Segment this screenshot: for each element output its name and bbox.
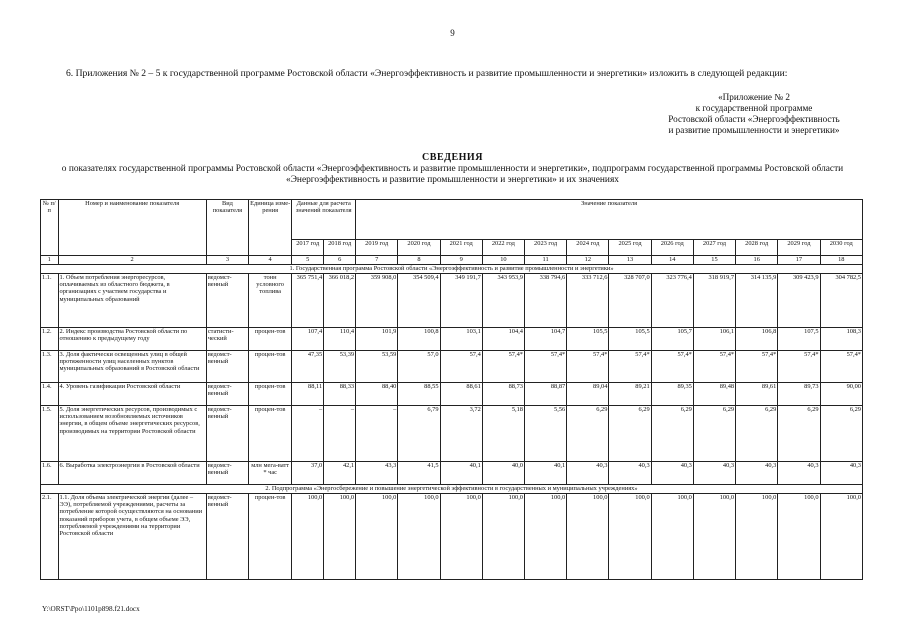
indicator-value: 57,4* (778, 351, 820, 383)
column-number: 13 (609, 256, 651, 265)
column-number-row (41, 256, 863, 265)
indicator-value: – (356, 406, 398, 462)
indicator-value: 90,00 (820, 383, 862, 406)
indicator-value: 89,04 (567, 383, 609, 406)
indicator-type: ведомст-венный (206, 494, 248, 580)
indicator-value: 53,59 (356, 351, 398, 383)
year-header: 2022 год (482, 240, 524, 256)
column-number: 2 (58, 256, 206, 265)
section-title: 2. Подпрограмма «Энергосбережение и повышение энергетической эффективности в государственных и муниципальных учреждениях» (41, 485, 863, 494)
row-number: 1.1. (41, 274, 59, 328)
indicator-value: 57,0 (398, 351, 440, 383)
indicator-value: 57,4 (440, 351, 482, 383)
indicator-value: 103,1 (440, 328, 482, 351)
table-row (41, 383, 863, 406)
year-header: 2021 год (440, 240, 482, 256)
intro-paragraph: 6. Приложения № 2 – 5 к государственной программе Ростовской области «Энергоэффективность и развитие промышленности и энергетики» изложить в следующей редакции: (66, 68, 788, 79)
indicator-value: – (324, 406, 356, 462)
unit-of-measure: млн мега-ватт * час (249, 462, 292, 485)
header-type: Вид показателя (206, 200, 248, 256)
row-number: 1.4. (41, 383, 59, 406)
indicator-name: 3. Доля фактически освещенных улиц в общей протяженности улиц населенных пунктов муниципальных образований в Ростовской области (58, 351, 206, 383)
indicator-value: 100,0 (567, 494, 609, 580)
year-header: 2026 год (651, 240, 693, 256)
document-subtitle: о показателях государственной программы Ростовской области «Энергоэффективность и развитие промышленности и энергетики», подпрограмм государственной программы Ростовской области «Энергоэффективность и развитие промышленности и энергетики» и их значениях (61, 164, 844, 185)
indicator-value: 57,4* (525, 351, 567, 383)
indicator-value: 57,4* (651, 351, 693, 383)
indicator-value: 100,0 (820, 494, 862, 580)
indicator-value: 100,0 (609, 494, 651, 580)
indicator-value: 100,0 (440, 494, 482, 580)
column-number: 5 (292, 256, 324, 265)
indicator-value: 89,21 (609, 383, 651, 406)
indicator-value: 57,4* (482, 351, 524, 383)
year-header: 2025 год (609, 240, 651, 256)
indicator-value: 57,4* (609, 351, 651, 383)
indicator-value: 100,0 (736, 494, 778, 580)
indicator-value: 100,0 (324, 494, 356, 580)
indicator-value: 6,29 (609, 406, 651, 462)
indicator-value: 89,35 (651, 383, 693, 406)
indicator-type: ведомст-венный (206, 462, 248, 485)
column-number: 17 (778, 256, 820, 265)
indicator-value: 40,3 (736, 462, 778, 485)
year-header: 2017 год (292, 240, 324, 256)
year-header: 2029 год (778, 240, 820, 256)
unit-of-measure: тонн условного топлива (249, 274, 292, 328)
indicator-value: 108,3 (820, 328, 862, 351)
appendix-line-1: «Приложение № 2 (718, 92, 790, 102)
indicator-value: 6,29 (693, 406, 735, 462)
unit-of-measure: процен-тов (249, 494, 292, 580)
appendix-line-2: к государственной программе (695, 103, 813, 113)
indicator-value: 6,29 (820, 406, 862, 462)
column-number: 4 (249, 256, 292, 265)
unit-of-measure: процен-тов (249, 406, 292, 462)
indicator-type: ведомст-венный (206, 406, 248, 462)
column-number: 7 (356, 256, 398, 265)
indicator-value: 323 776,4 (651, 274, 693, 328)
column-number: 9 (440, 256, 482, 265)
row-number: 1.6. (41, 462, 59, 485)
page-number: 9 (450, 28, 455, 38)
indicator-value: 366 018,2 (324, 274, 356, 328)
indicator-value: 100,0 (693, 494, 735, 580)
year-header: 2020 год (398, 240, 440, 256)
appendix-line-3: Ростовской области «Энергоэффективность (668, 114, 840, 124)
year-header: 2019 год (356, 240, 398, 256)
header-name: Номер и наименование показателя (58, 200, 206, 256)
row-number: 1.2. (41, 328, 59, 351)
indicator-value: 89,73 (778, 383, 820, 406)
unit-of-measure: процен-тов (249, 383, 292, 406)
file-path-footer: Y:\ORST\Ppo\1101p898.f21.docx (42, 605, 140, 613)
column-number: 6 (324, 256, 356, 265)
indicator-value: 40,1 (440, 462, 482, 485)
indicator-value: 106,1 (693, 328, 735, 351)
indicator-value: 57,4* (693, 351, 735, 383)
table-row (41, 328, 863, 351)
appendix-block (644, 92, 864, 136)
indicator-value: 333 712,6 (567, 274, 609, 328)
unit-of-measure: процен-тов (249, 351, 292, 383)
table-row (41, 462, 863, 485)
indicator-value: 6,29 (778, 406, 820, 462)
indicator-value: 88,33 (324, 383, 356, 406)
indicator-value: 100,0 (778, 494, 820, 580)
column-number: 3 (206, 256, 248, 265)
indicator-value: – (292, 406, 324, 462)
indicator-value: 89,61 (736, 383, 778, 406)
indicators-table (40, 199, 863, 580)
row-number: 1.3. (41, 351, 59, 383)
indicator-value: 40,3 (567, 462, 609, 485)
table-row (41, 351, 863, 383)
indicator-name: 2. Индекс производства Ростовской области по отношению к предыдущему году (58, 328, 206, 351)
indicator-value: 6,29 (651, 406, 693, 462)
table-row (41, 494, 863, 580)
column-number: 14 (651, 256, 693, 265)
column-number: 16 (736, 256, 778, 265)
indicator-value: 6,29 (736, 406, 778, 462)
indicator-value: 100,0 (292, 494, 324, 580)
indicator-value: 365 751,4 (292, 274, 324, 328)
indicator-type: статисти-ческий (206, 328, 248, 351)
indicator-value: 343 953,9 (482, 274, 524, 328)
indicator-value: 105,7 (651, 328, 693, 351)
indicator-value: 42,1 (324, 462, 356, 485)
indicator-value: 338 794,6 (525, 274, 567, 328)
indicator-value: 6,29 (567, 406, 609, 462)
row-number: 2.1. (41, 494, 59, 580)
indicator-value: 40,3 (820, 462, 862, 485)
indicator-value: 106,8 (736, 328, 778, 351)
indicator-value: 40,3 (778, 462, 820, 485)
indicator-value: 41,5 (398, 462, 440, 485)
indicator-value: 6,79 (398, 406, 440, 462)
indicator-value: 40,3 (609, 462, 651, 485)
indicator-value: 3,72 (440, 406, 482, 462)
indicator-value: 110,4 (324, 328, 356, 351)
indicator-type: ведомст-венный (206, 351, 248, 383)
column-number: 1 (41, 256, 59, 265)
indicator-value: 101,9 (356, 328, 398, 351)
indicator-value: 88,73 (482, 383, 524, 406)
column-number: 15 (693, 256, 735, 265)
indicator-value: 57,4* (736, 351, 778, 383)
year-header: 2024 год (567, 240, 609, 256)
table-row (41, 406, 863, 462)
column-number: 8 (398, 256, 440, 265)
header-base-data: Данные для расчета значений показателя (292, 200, 356, 240)
indicator-value: 349 191,7 (440, 274, 482, 328)
indicator-value: 359 908,0 (356, 274, 398, 328)
indicator-value: 100,0 (482, 494, 524, 580)
indicator-value: 88,11 (292, 383, 324, 406)
indicator-value: 47,35 (292, 351, 324, 383)
indicator-value: 104,4 (482, 328, 524, 351)
indicator-value: 105,5 (567, 328, 609, 351)
row-number: 1.5. (41, 406, 59, 462)
indicator-value: 43,3 (356, 462, 398, 485)
indicator-type: ведомст-венный (206, 274, 248, 328)
indicator-value: 100,0 (525, 494, 567, 580)
year-header: 2023 год (525, 240, 567, 256)
indicator-value: 40,0 (482, 462, 524, 485)
appendix-line-4: и развитие промышленности и энергетики» (668, 125, 840, 135)
document-title: СВЕДЕНИЯ (422, 152, 483, 163)
indicator-value: 89,48 (693, 383, 735, 406)
indicator-value: 5,18 (482, 406, 524, 462)
indicator-type: ведомст-венный (206, 383, 248, 406)
indicator-value: 40,3 (651, 462, 693, 485)
indicator-value: 100,0 (398, 494, 440, 580)
column-number: 10 (482, 256, 524, 265)
indicator-name: 4. Уровень газификации Ростовской области (58, 383, 206, 406)
indicator-name: 6. Выработка электроэнергии в Ростовской области (58, 462, 206, 485)
unit-of-measure: процен-тов (249, 328, 292, 351)
indicator-value: 100,0 (356, 494, 398, 580)
indicator-value: 37,0 (292, 462, 324, 485)
header-values: Значение показателя (356, 200, 863, 240)
indicator-value: 88,40 (356, 383, 398, 406)
header-num: № п/п (41, 200, 59, 256)
table-row (41, 274, 863, 328)
column-number: 18 (820, 256, 862, 265)
indicator-value: 100,8 (398, 328, 440, 351)
indicator-value: 88,87 (525, 383, 567, 406)
indicator-value: 107,5 (778, 328, 820, 351)
indicator-value: 53,39 (324, 351, 356, 383)
indicator-value: 105,5 (609, 328, 651, 351)
indicator-name: 1. Объем потребления энергоресурсов, оплачиваемых из областного бюджета, в организациях с участием государства и муниципальных образований (58, 274, 206, 328)
section-row (41, 485, 863, 494)
year-header: 2027 год (693, 240, 735, 256)
indicator-name: 1.1. Доля объема электрической энергии (далее – ЭЭ), потребляемой учреждениями, расчеты за потребление которой осуществляются на основании показаний приборов учета, в общем объеме ЭЭ, потребляемой учреждениями на территории Ростовской области (58, 494, 206, 580)
indicator-value: 100,0 (651, 494, 693, 580)
indicator-name: 5. Доля энергетических ресурсов, производимых с использованием возобновляемых источников энергии, в общем объеме энергетических ресурсов, производимых на территории Ростовской области (58, 406, 206, 462)
section-row (41, 265, 863, 274)
indicator-value: 304 782,5 (820, 274, 862, 328)
indicator-value: 104,7 (525, 328, 567, 351)
indicator-value: 57,4* (567, 351, 609, 383)
column-number: 11 (525, 256, 567, 265)
column-number: 12 (567, 256, 609, 265)
indicator-value: 309 423,9 (778, 274, 820, 328)
header-unit: Единица изме-рения (249, 200, 292, 256)
indicator-value: 57,4* (820, 351, 862, 383)
year-header: 2028 год (736, 240, 778, 256)
year-header: 2030 год (820, 240, 862, 256)
indicator-value: 318 919,7 (693, 274, 735, 328)
indicator-value: 314 135,9 (736, 274, 778, 328)
indicator-value: 107,4 (292, 328, 324, 351)
indicator-value: 88,55 (398, 383, 440, 406)
indicator-value: 354 509,4 (398, 274, 440, 328)
year-header: 2018 год (324, 240, 356, 256)
indicator-value: 40,3 (693, 462, 735, 485)
indicator-value: 328 707,0 (609, 274, 651, 328)
indicator-value: 5,56 (525, 406, 567, 462)
indicator-value: 40,1 (525, 462, 567, 485)
indicator-value: 88,61 (440, 383, 482, 406)
section-title: 1. Государственная программа Ростовской области «Энергоэффективность и развитие промышленности и энергетики» (41, 265, 863, 274)
